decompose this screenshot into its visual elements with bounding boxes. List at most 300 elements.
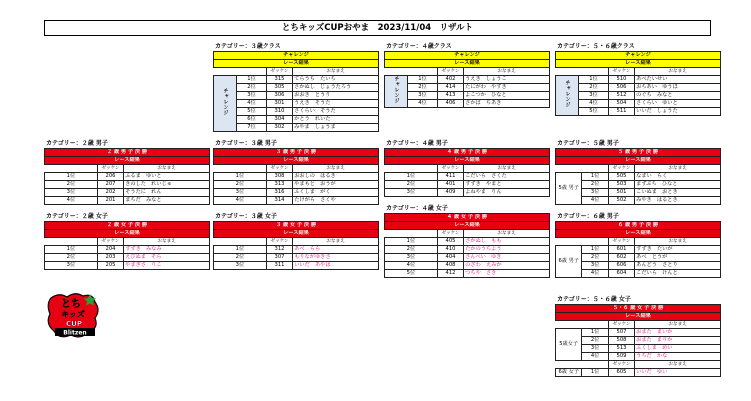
page-title: とちキッズCUPおやま 2023/11/04 リザルト xyxy=(44,20,711,36)
table-cell xyxy=(556,165,582,173)
table-cell: 304 xyxy=(266,116,292,124)
table-cell: さかぬし じょうたろう xyxy=(293,84,379,92)
table-cell: みやき はるとき xyxy=(635,197,721,205)
table-row xyxy=(45,173,210,181)
table-cell: あべ らら xyxy=(293,246,379,254)
challenge-3-section xyxy=(213,43,379,132)
table-cell: すずき たいが xyxy=(635,246,721,254)
table-row xyxy=(385,68,550,76)
logo-text-3: CUP xyxy=(66,320,82,328)
table-cell xyxy=(582,165,608,173)
name-header: おなまえ xyxy=(124,165,210,173)
result-header: レース結果 xyxy=(556,157,721,165)
result-header: レース結果 xyxy=(385,222,550,230)
table-cell: 3位 xyxy=(237,92,267,100)
table-row xyxy=(45,222,210,230)
table-cell: 3位 xyxy=(45,262,98,270)
table-cell: あんどう さとり xyxy=(635,262,721,270)
table-cell: 7位 xyxy=(237,124,267,132)
table-cell xyxy=(579,68,609,76)
table-cell: すずき やまと xyxy=(464,181,550,189)
table-row xyxy=(214,222,379,230)
table-cell: かとう れいた xyxy=(293,116,379,124)
girls-2-section xyxy=(44,213,210,270)
name-header: おなまえ xyxy=(635,165,721,173)
table-cell: うえき そうた xyxy=(293,100,379,108)
category-label: カテゴリー：５・６歳 女子 xyxy=(557,296,631,303)
table-row xyxy=(214,60,379,68)
table-cell: 6位 xyxy=(237,116,267,124)
table-cell: 4位 xyxy=(45,197,98,205)
name-header: おなまえ xyxy=(293,238,379,246)
table-row xyxy=(214,197,379,205)
table-cell: 203 xyxy=(97,254,123,262)
table-row xyxy=(556,361,721,369)
table-cell: 311 xyxy=(266,262,292,270)
logo-text-2: キッズ xyxy=(61,310,85,319)
category-label: カテゴリー：２歳 女子 xyxy=(46,213,108,220)
table-cell: 2位 xyxy=(45,181,98,189)
table-row xyxy=(556,230,721,238)
category-label: カテゴリー：２歳 男子 xyxy=(46,140,108,147)
table-row xyxy=(214,68,379,76)
table-row xyxy=(556,92,721,100)
table-cell: 402 xyxy=(437,76,463,84)
zekken-header: ゼッケン xyxy=(266,165,292,173)
table-row xyxy=(214,84,379,92)
table-row xyxy=(556,246,721,254)
table-row xyxy=(214,173,379,181)
table-row xyxy=(556,329,721,337)
table-cell xyxy=(556,361,582,369)
table-row xyxy=(385,157,550,165)
table-cell: 4位 xyxy=(579,100,609,108)
table-row xyxy=(45,230,210,238)
table-row xyxy=(45,181,210,189)
table-cell: 2位 xyxy=(582,337,608,345)
results-table xyxy=(555,148,721,205)
challenge-4-section xyxy=(384,43,550,108)
results-table xyxy=(44,221,210,270)
table-row xyxy=(214,116,379,124)
table-row xyxy=(556,222,721,230)
table-row xyxy=(214,254,379,262)
boys-5-section xyxy=(555,140,721,205)
table-cell: 3位 xyxy=(582,345,608,353)
name-header: おなまえ xyxy=(464,68,550,76)
side-label: 6歳 男子 xyxy=(556,246,582,278)
table-row xyxy=(45,149,210,157)
table-cell xyxy=(237,68,267,76)
table-cell: おおしの はるき xyxy=(293,173,379,181)
table-row xyxy=(214,108,379,116)
table-cell: なまい らく xyxy=(635,173,721,181)
table-cell: 411 xyxy=(437,173,463,181)
table-row xyxy=(214,262,379,270)
challenge-side-label: チャレンジ xyxy=(385,76,408,108)
table-cell: 315 xyxy=(266,76,292,84)
table-cell: さんぺい ゆき xyxy=(464,254,550,262)
zekken-header: ゼッケン xyxy=(608,238,634,246)
table-cell xyxy=(385,68,408,76)
table-cell: 4位 xyxy=(214,197,267,205)
table-cell: 202 xyxy=(97,189,123,197)
table-cell: 2位 xyxy=(237,84,267,92)
table-cell: 1位 xyxy=(582,246,608,254)
table-row xyxy=(556,108,721,116)
name-header: おなまえ xyxy=(635,68,721,76)
table-cell xyxy=(408,68,438,76)
table-row xyxy=(45,262,210,270)
table-cell: あべ とうが xyxy=(635,254,721,262)
table-cell: こだいら けんと xyxy=(635,270,721,278)
table-row xyxy=(385,270,550,278)
results-table xyxy=(555,304,721,377)
table-row xyxy=(556,305,721,313)
results-table xyxy=(384,51,550,108)
table-cell: 204 xyxy=(97,246,123,254)
table-cell: たかのうちよう xyxy=(464,246,550,254)
table-row xyxy=(385,60,550,68)
table-cell: のざわ えみか xyxy=(464,262,550,270)
table-cell: 4位 xyxy=(582,197,608,205)
table-cell: うちだ かな xyxy=(635,353,721,361)
table-cell: 401 xyxy=(437,181,463,189)
table-row xyxy=(45,157,210,165)
table-row xyxy=(556,84,721,92)
table-cell: 302 xyxy=(266,124,292,132)
final-header: ３ 歳 男 子 決 勝 xyxy=(214,149,379,157)
table-cell: 3位 xyxy=(408,92,438,100)
table-cell: 4位 xyxy=(582,270,608,278)
zekken-header: ゼッケン xyxy=(97,238,123,246)
table-cell: さかぬし もも xyxy=(464,238,550,246)
table-cell: 601 xyxy=(608,246,634,254)
table-cell: 3位 xyxy=(579,92,609,100)
table-row xyxy=(214,238,379,246)
table-row xyxy=(214,246,379,254)
table-cell: 5位 xyxy=(385,270,438,278)
table-cell xyxy=(556,238,582,246)
table-cell: 503 xyxy=(608,181,634,189)
table-cell xyxy=(214,68,237,76)
table-cell: 2位 xyxy=(582,181,608,189)
table-cell: 507 xyxy=(608,329,634,337)
logo-text-1: とち xyxy=(61,299,81,310)
table-row xyxy=(214,230,379,238)
name-header: おなまえ xyxy=(293,165,379,173)
table-cell: いいだ ゆい xyxy=(635,369,721,377)
table-row xyxy=(556,100,721,108)
results-table xyxy=(213,221,379,270)
zekken-header: ゼッケン xyxy=(437,68,463,76)
table-cell: 3位 xyxy=(582,262,608,270)
table-cell: あべたいせい xyxy=(635,76,721,84)
category-label: カテゴリー：５・６歳クラス xyxy=(557,43,635,50)
challenge-side-label: チャレンジ xyxy=(556,76,579,116)
challenge-header: チャレンジ xyxy=(385,52,550,60)
table-cell xyxy=(214,165,267,173)
zekken-header: ゼッケン xyxy=(97,165,123,173)
table-cell: 5位 xyxy=(579,108,609,116)
table-cell: 1位 xyxy=(237,76,267,84)
table-cell xyxy=(556,68,579,76)
table-cell: えびぬま そら xyxy=(124,254,210,262)
table-row xyxy=(214,52,379,60)
table-cell: いいだ しょうた xyxy=(635,108,721,116)
category-label: カテゴリー：４歳クラス xyxy=(386,43,452,50)
result-header: レース結果 xyxy=(214,230,379,238)
table-cell: 206 xyxy=(97,173,123,181)
table-cell: 502 xyxy=(608,197,634,205)
table-row xyxy=(45,254,210,262)
table-row xyxy=(385,254,550,262)
table-cell: 506 xyxy=(608,84,634,92)
table-cell: 2位 xyxy=(385,181,438,189)
final-header: ２ 歳 男 子 決 勝 xyxy=(45,149,210,157)
girls-4-section xyxy=(384,205,550,278)
table-cell: 301 xyxy=(266,100,292,108)
table-cell: 4位 xyxy=(582,353,608,361)
table-row xyxy=(385,238,550,246)
table-cell: やまもと おうが xyxy=(293,181,379,189)
table-row xyxy=(385,222,550,230)
zekken-header: ゼッケン xyxy=(437,165,463,173)
table-cell: さくらい ゆいと xyxy=(635,100,721,108)
table-row xyxy=(385,181,550,189)
table-cell: 602 xyxy=(608,254,634,262)
table-cell: 413 xyxy=(437,92,463,100)
zekken-header: ゼッケン xyxy=(266,238,292,246)
final-header: ３ 歳 女 子 決 勝 xyxy=(214,222,379,230)
table-cell: そうたに れん xyxy=(124,189,210,197)
table-row xyxy=(556,68,721,76)
category-label: カテゴリー：４歳 男子 xyxy=(386,140,448,147)
final-header: ４ 歳 男 子 決 勝 xyxy=(385,149,550,157)
table-cell: 2位 xyxy=(214,181,267,189)
zekken-header: ゼッケン xyxy=(608,68,634,76)
table-cell: 409 xyxy=(437,189,463,197)
table-cell: 1位 xyxy=(582,329,608,337)
table-cell: 511 xyxy=(608,108,634,116)
side-label: 5歳 男子 xyxy=(556,173,582,205)
name-header: おなまえ xyxy=(464,165,550,173)
table-cell: こいぬま おとき xyxy=(635,189,721,197)
table-cell: 4位 xyxy=(385,262,438,270)
boys-3-section xyxy=(213,140,379,205)
table-cell: おちあい ゆうほ xyxy=(635,84,721,92)
result-header: レース結果 xyxy=(214,157,379,165)
table-cell: 307 xyxy=(266,254,292,262)
table-row xyxy=(385,189,550,197)
table-row xyxy=(385,230,550,238)
name-header: おなまえ xyxy=(464,230,550,238)
table-cell: 3位 xyxy=(214,189,267,197)
table-cell: 2位 xyxy=(579,84,609,92)
table-cell: 207 xyxy=(97,181,123,189)
category-label: カテゴリー：６歳 男子 xyxy=(557,213,619,220)
girls-3-section xyxy=(213,213,379,270)
table-cell: つちや さき xyxy=(464,270,550,278)
table-cell xyxy=(385,230,438,238)
name-header: おなまえ xyxy=(635,321,721,329)
table-row xyxy=(214,181,379,189)
table-cell: うえき しょうこ xyxy=(464,76,550,84)
results-table xyxy=(555,221,721,278)
table-cell: 512 xyxy=(608,92,634,100)
table-cell: おまた まりか xyxy=(635,337,721,345)
final-header: ２ 歳 女 子 決 勝 xyxy=(45,222,210,230)
table-cell xyxy=(385,165,438,173)
table-cell: 404 xyxy=(437,254,463,262)
table-cell: ふくしま がく xyxy=(293,189,379,197)
table-cell: 406 xyxy=(437,100,463,108)
results-table xyxy=(384,213,550,278)
challenge-header: チャレンジ xyxy=(556,52,721,60)
table-cell: 3位 xyxy=(582,189,608,197)
table-cell: 605 xyxy=(608,369,634,377)
table-cell: きのした れいじゅ xyxy=(124,181,210,189)
challenge-56-section xyxy=(555,43,721,116)
table-row xyxy=(556,238,721,246)
final-header: ５・６ 歳 女 子 決 勝 xyxy=(556,305,721,313)
table-cell: 2位 xyxy=(582,254,608,262)
table-row xyxy=(45,197,210,205)
result-header: レース結果 xyxy=(45,230,210,238)
table-cell: 305 xyxy=(266,84,292,92)
final-header: ６ 歳 男 子 決 勝 xyxy=(556,222,721,230)
table-cell: 405 xyxy=(437,238,463,246)
table-cell: さかば ちあき xyxy=(464,100,550,108)
table-row xyxy=(556,369,721,377)
table-cell: のぐち みなと xyxy=(635,92,721,100)
name-header: おなまえ xyxy=(635,238,721,246)
table-row xyxy=(214,149,379,157)
table-cell: 508 xyxy=(608,337,634,345)
table-cell: さくらい そうた xyxy=(293,108,379,116)
table-row xyxy=(556,149,721,157)
table-cell: おおき とうり xyxy=(293,92,379,100)
table-cell: 1位 xyxy=(214,173,267,181)
table-row xyxy=(385,52,550,60)
tochi-kids-cup-logo xyxy=(45,290,103,342)
zekken-header: ゼッケン xyxy=(437,230,463,238)
table-cell: 509 xyxy=(608,353,634,361)
table-cell: 316 xyxy=(266,189,292,197)
table-cell: 412 xyxy=(437,270,463,278)
result-header: レース結果 xyxy=(556,230,721,238)
name-header: おなまえ xyxy=(293,68,379,76)
table-cell: すずき みなみ xyxy=(124,246,210,254)
boys-2-section xyxy=(44,140,210,205)
table-cell: 1位 xyxy=(582,173,608,181)
table-row xyxy=(385,262,550,270)
table-row xyxy=(385,246,550,254)
table-row xyxy=(556,321,721,329)
logo-graphic xyxy=(45,290,103,342)
table-cell: 1位 xyxy=(214,246,267,254)
table-cell xyxy=(214,238,267,246)
name-header: おなまえ xyxy=(635,361,721,369)
zekken-header: ゼッケン xyxy=(608,321,634,329)
table-row xyxy=(45,165,210,173)
table-cell: 414 xyxy=(437,84,463,92)
side-label: 6歳 女子 xyxy=(556,369,582,377)
results-table xyxy=(213,148,379,205)
table-cell: まずぶち ひなと xyxy=(635,181,721,189)
table-row xyxy=(385,100,550,108)
table-cell: 3位 xyxy=(385,189,438,197)
table-cell: 1位 xyxy=(45,173,98,181)
table-cell: 604 xyxy=(608,270,634,278)
table-row xyxy=(385,92,550,100)
boys-4-section xyxy=(384,140,550,197)
table-cell: いいだ あやは xyxy=(293,262,379,270)
table-cell: まちだ みなと xyxy=(124,197,210,205)
table-cell xyxy=(556,321,582,329)
table-row xyxy=(385,173,550,181)
table-row xyxy=(556,313,721,321)
table-cell: もりながゆきさ xyxy=(293,254,379,262)
table-row xyxy=(385,84,550,92)
table-cell: 513 xyxy=(608,345,634,353)
table-row xyxy=(385,214,550,222)
table-cell xyxy=(582,361,608,369)
final-header: ５ 歳 男 子 決 勝 xyxy=(556,149,721,157)
table-row xyxy=(45,189,210,197)
table-cell: やまぎさ りこ xyxy=(124,262,210,270)
table-row xyxy=(556,165,721,173)
table-cell: よねやま りん xyxy=(464,189,550,197)
results-table xyxy=(555,51,721,116)
table-row xyxy=(385,76,550,84)
result-header: レース結果 xyxy=(556,313,721,321)
category-label: カテゴリー：３歳 男子 xyxy=(215,140,277,147)
challenge-header: チャレンジ xyxy=(214,52,379,60)
table-row xyxy=(214,124,379,132)
table-cell: 201 xyxy=(97,197,123,205)
table-cell: 510 xyxy=(608,76,634,84)
table-cell xyxy=(582,238,608,246)
table-cell: こだいら さくた xyxy=(464,173,550,181)
result-header: レース結果 xyxy=(214,60,379,68)
table-cell: 501 xyxy=(608,189,634,197)
table-cell: 3位 xyxy=(385,254,438,262)
table-cell: 1位 xyxy=(579,76,609,84)
table-row xyxy=(45,246,210,254)
table-row xyxy=(385,165,550,173)
table-row xyxy=(214,189,379,197)
table-row xyxy=(214,157,379,165)
table-cell: 1位 xyxy=(385,173,438,181)
logo-text-4: Blitzen xyxy=(63,329,87,337)
table-cell: 3位 xyxy=(214,262,267,270)
table-cell: 410 xyxy=(437,246,463,254)
zekken-header: ゼッケン xyxy=(608,361,634,369)
result-header: レース結果 xyxy=(385,60,550,68)
table-cell: たにがわ やすき xyxy=(464,84,550,92)
table-row xyxy=(214,92,379,100)
table-cell: 2位 xyxy=(45,254,98,262)
table-cell: 2位 xyxy=(214,254,267,262)
table-cell: 4位 xyxy=(408,100,438,108)
table-cell: みやま しょうま xyxy=(293,124,379,132)
results-table xyxy=(384,148,550,197)
table-row xyxy=(556,157,721,165)
table-cell: 1位 xyxy=(45,246,98,254)
name-header: おなまえ xyxy=(124,238,210,246)
table-row xyxy=(45,238,210,246)
